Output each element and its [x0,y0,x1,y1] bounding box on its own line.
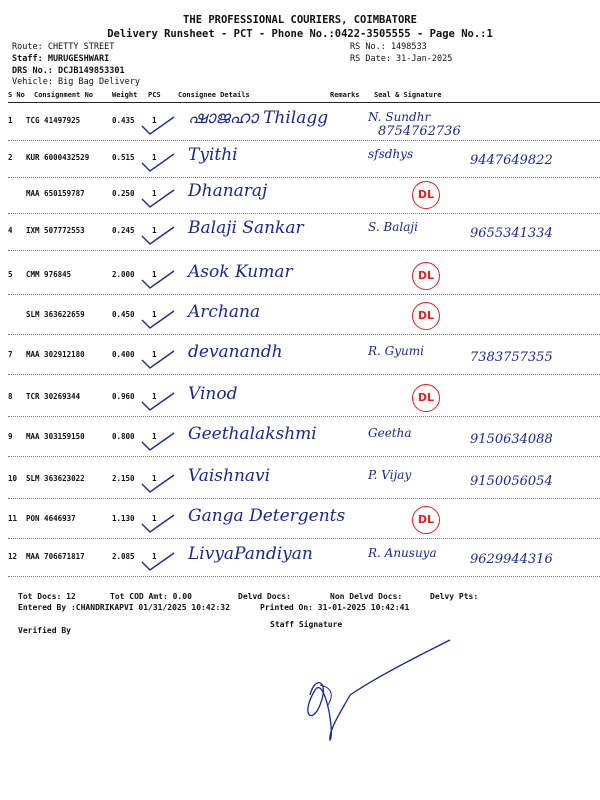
row-sno: 9 [8,432,13,441]
delvy-pts: Delvy Pts: [430,592,479,601]
consignment-number: IXM 507772553 [26,226,85,235]
pcs-count: 1 [152,350,157,359]
check-mark-icon [138,224,178,246]
check-mark-icon [138,268,178,290]
col-remarks: Remarks [330,91,360,99]
pcs-count: 1 [152,116,157,125]
row-sno: 1 [8,116,13,125]
receiver-phone: 9150056054 [470,474,553,489]
consignment-number: TCG 41497925 [26,116,81,125]
receiver-phone: 9447649822 [470,153,553,168]
check-mark-icon [138,151,178,173]
pcs-count: 1 [152,474,157,483]
table-row [8,214,600,251]
verified-by: Verified By [18,626,71,635]
weight-value: 1.130 [112,514,135,523]
consignee-name: Balaji Sankar [188,218,304,238]
pcs-count: 1 [152,226,157,235]
col-seal: Seal & Signature [374,91,442,99]
dl-stamp: DL [412,384,440,412]
consignee-name: ഷാജഹാ Thilagg [188,108,329,128]
consignee-name: Vinod [188,384,238,404]
row-sno: 4 [8,226,13,235]
table-row [8,420,600,457]
col-pcs: PCS [148,91,161,99]
col-weight: Weight [112,91,138,99]
table-row [8,380,600,417]
consignment-number: SLM 363622659 [26,310,85,319]
consignment-number: MAA 650159787 [26,189,85,198]
consignee-name: Dhanaraj [188,181,268,201]
consignment-number: SLM 363623022 [26,474,85,483]
dl-stamp: DL [412,506,440,534]
check-mark-icon [138,114,178,136]
consignment-number: PON 4646937 [26,514,76,523]
receiver-signature: R. Anusuya [368,546,437,560]
table-header [8,90,600,103]
col-sno: S No [8,91,25,99]
consignment-number: CMM 976845 [26,270,72,279]
receiver-phone: 9150634088 [470,432,553,447]
pcs-count: 1 [152,153,157,162]
non-delvd-docs: Non Delvd Docs: [330,592,403,601]
check-mark-icon [138,187,178,209]
pcs-count: 1 [152,189,157,198]
tot-docs: Tot Docs: 12 [18,592,76,601]
table-row [8,104,600,141]
consignee-name: Geethalakshmi [188,424,317,444]
weight-value: 0.450 [112,310,135,319]
pcs-count: 1 [152,392,157,401]
weight-value: 0.250 [112,189,135,198]
consignment-number: MAA 303159150 [26,432,85,441]
receiver-signature: sfsdhys [368,147,414,161]
table-row [8,141,600,178]
receiver-signature: Geetha [368,426,412,440]
pcs-count: 1 [152,270,157,279]
company-title: THE PROFESSIONAL COURIERS, COIMBATORE [183,14,417,26]
entered-by: Entered By :CHANDRIKAPVI 01/31/2025 10:42:32 [18,603,230,612]
check-mark-icon [138,348,178,370]
weight-value: 0.400 [112,350,135,359]
receiver-signature: P. Vijay [368,468,412,482]
consignee-name: Vaishnavi [188,466,271,486]
consignment-number: MAA 706671817 [26,552,85,561]
dl-stamp: DL [412,302,440,330]
row-sno: 11 [8,514,18,523]
footer-totals [18,592,598,601]
consignee-name: Archana [188,302,261,322]
weight-value: 0.515 [112,153,135,162]
table-row [8,540,600,577]
row-sno: 12 [8,552,18,561]
check-mark-icon [138,430,178,452]
table-row [8,298,600,335]
dl-stamp: DL [412,181,440,209]
weight-value: 2.085 [112,552,135,561]
weight-value: 0.245 [112,226,135,235]
weight-value: 2.150 [112,474,135,483]
consignment-number: KUR 6000432529 [26,153,90,162]
dl-stamp: DL [412,262,440,290]
staff-label: Staff: MURUGESHWARI [12,54,110,64]
weight-value: 0.435 [112,116,135,125]
weight-value: 2.000 [112,270,135,279]
check-mark-icon [138,308,178,330]
weight-value: 0.960 [112,392,135,401]
rs-number: RS No.: 1498533 [350,42,427,52]
check-mark-icon [138,472,178,494]
receiver-signature: R. Gyumi [368,344,424,358]
pcs-count: 1 [152,514,157,523]
col-consignment: Consignment No [34,91,94,99]
check-mark-icon [138,512,178,534]
staff-signature-label: Staff Signature [270,620,343,629]
runsheet-subtitle: Delivery Runsheet - PCT - Phone No.:0422-3505555 - Page No.:1 [107,28,493,40]
drs-number: DRS No.: DCJB149853301 [12,66,125,76]
row-sno: 7 [8,350,13,359]
consignee-name: Ganga Detergents [188,506,346,526]
weight-value: 0.800 [112,432,135,441]
pcs-count: 1 [152,552,157,561]
receiver-phone: 9629944316 [470,552,553,567]
printed-on: Printed On: 31-01-2025 10:42:41 [260,603,410,612]
table-row [8,502,600,539]
consignment-number: TCR 30269344 [26,392,81,401]
consignment-number: MAA 302912180 [26,350,85,359]
receiver-signature: S. Balaji [368,220,418,234]
delvd-docs: Delvd Docs: [238,592,291,601]
table-row [8,177,600,214]
table-row [8,462,600,499]
staff-signature-scribble [290,635,460,745]
row-sno: 10 [8,474,18,483]
consignee-name: Tyithi [188,145,238,165]
receiver-signature: N. Sundhr [368,110,431,124]
receiver-phone: 7383757355 [470,350,553,365]
consignee-name: LivyaPandiyan [188,544,313,564]
table-row [8,338,600,375]
col-consignee: Consignee Details [178,91,250,99]
pcs-count: 1 [152,432,157,441]
row-sno: 8 [8,392,13,401]
row-sno: 5 [8,270,13,279]
vehicle-label: Vehicle: Big Bag Delivery [12,77,140,87]
check-mark-icon [138,550,178,572]
receiver-phone: 9655341334 [470,226,553,241]
rs-date: RS Date: 31-Jan-2025 [350,54,453,64]
receiver-phone: 8754762736 [378,124,461,139]
route-label: Route: CHETTY STREET [12,42,115,52]
tot-cod: Tot COD Amt: 0.00 [110,592,192,601]
consignee-name: devanandh [188,342,283,362]
footer-entry [18,603,598,612]
check-mark-icon [138,390,178,412]
row-sno: 2 [8,153,13,162]
pcs-count: 1 [152,310,157,319]
consignee-name: Asok Kumar [188,262,293,282]
table-row [8,258,600,295]
